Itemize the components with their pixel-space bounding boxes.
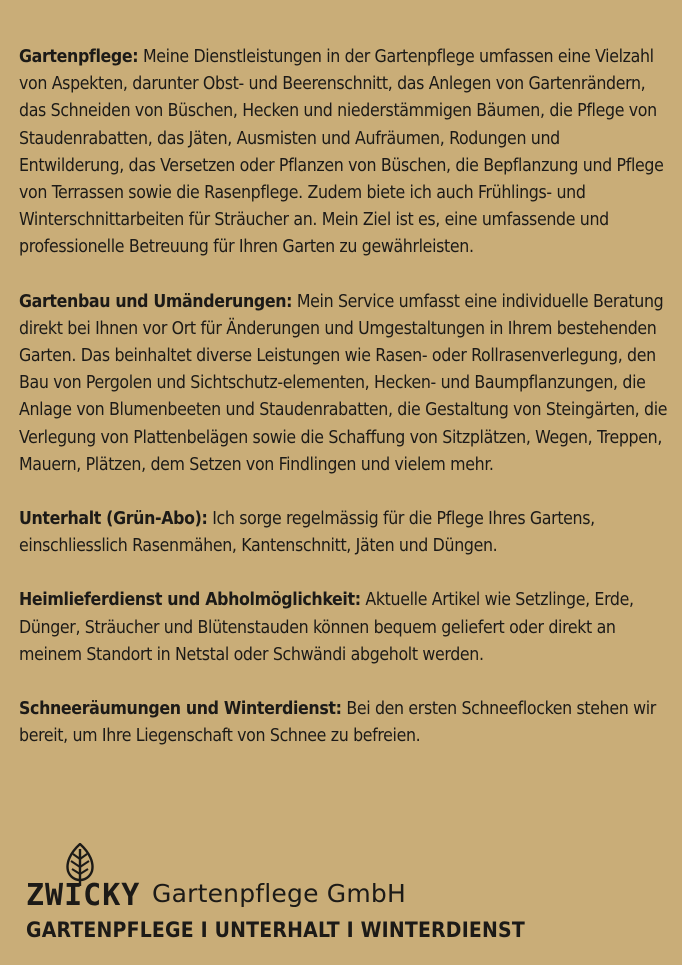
section-paragraph xyxy=(19,44,669,262)
section-heading: Schneeräumungen und Winterdienst: xyxy=(19,699,342,720)
section-paragraph xyxy=(19,587,669,669)
section-paragraph xyxy=(19,696,669,750)
section-body: Bei den ersten Schneeflocken stehen wir bereit, um Ihre Liegenschaft von Schnee zu befreien. xyxy=(19,699,656,747)
section-gartenbau xyxy=(19,289,669,479)
section-paragraph xyxy=(19,289,669,479)
services-text xyxy=(19,44,669,777)
logo-wordmark: ZWICKY xyxy=(26,878,141,913)
section-gartenpflege xyxy=(19,44,669,262)
section-heading: Gartenbau und Umänderungen: xyxy=(19,291,293,312)
tagline: GARTENPFLEGE I UNTERHALT I WINTERDIENST xyxy=(26,918,525,942)
section-body: Meine Dienstleistungen in der Gartenpflege umfassen eine Vielzahl von Aspekten, darunter Obst- und Beerenschnitt, das Anlegen von Gartenrändern, das Schneiden von Büschen, Hecken und niederstämmigen Bäumen, die Pflege von Staudenrabatten, das Jäten, Ausmisten und Aufräumen, Rodungen und Entwilderung, das Versetzen oder Pflanzen von Büschen, die Bepflanzung und Pflege von Terrassen sowie die Rasenpflege. Zudem biete ich auch Frühlings- und Winterschnittarbeiten für Sträucher an. Mein Ziel ist es, eine umfassende und professionelle Betreuung für Ihren Garten zu gewährleisten. xyxy=(19,47,664,258)
section-body: Aktuelle Artikel wie Setzlinge, Erde, Dünger, Sträucher und Blütenstauden können bequem geliefert oder direkt an meinem Standort in Netstal oder Schwändi abgeholt werden. xyxy=(19,590,634,665)
section-heading: Gartenpflege: xyxy=(19,47,139,67)
section-body: Ich sorge regelmässig für die Pflege Ihres Gartens, einschliesslich Rasenmähen, Kantenschnitt, Jäten und Düngen. xyxy=(19,509,595,557)
section-heimlieferdienst xyxy=(19,587,669,669)
section-heading: Unterhalt (Grün-Abo): xyxy=(19,509,208,530)
company-name: Gartenpflege GmbH xyxy=(152,879,406,908)
section-body: Mein Service umfasst eine individuelle Beratung direkt bei Ihnen vor Ort für Änderungen und Umgestaltungen in Ihrem bestehenden Garten. Das beinhaltet diverse Leistungen wie Rasen- oder Rollrasenverlegung, den Bau von Pergolen und Sichtschutz-elementen, Hecken- und Baumpflanzungen, die Anlage von Blumenbeeten und Staudenrabatten, die Gestaltung von Steingärten, die Verlegung von Plattenbelägen sowie die Schaffung von Sitzplätzen, Wegen, Treppen, Mauern, Plätzen, dem Setzen von Findlingen und vielem mehr. xyxy=(19,291,668,475)
section-paragraph xyxy=(19,506,669,560)
section-unterhalt xyxy=(19,506,669,560)
footer xyxy=(26,843,666,943)
section-winterdienst xyxy=(19,696,669,750)
company-logo xyxy=(26,843,148,913)
brand-row xyxy=(26,843,666,913)
section-heading: Heimlieferdienst und Abholmöglichkeit: xyxy=(19,590,361,611)
